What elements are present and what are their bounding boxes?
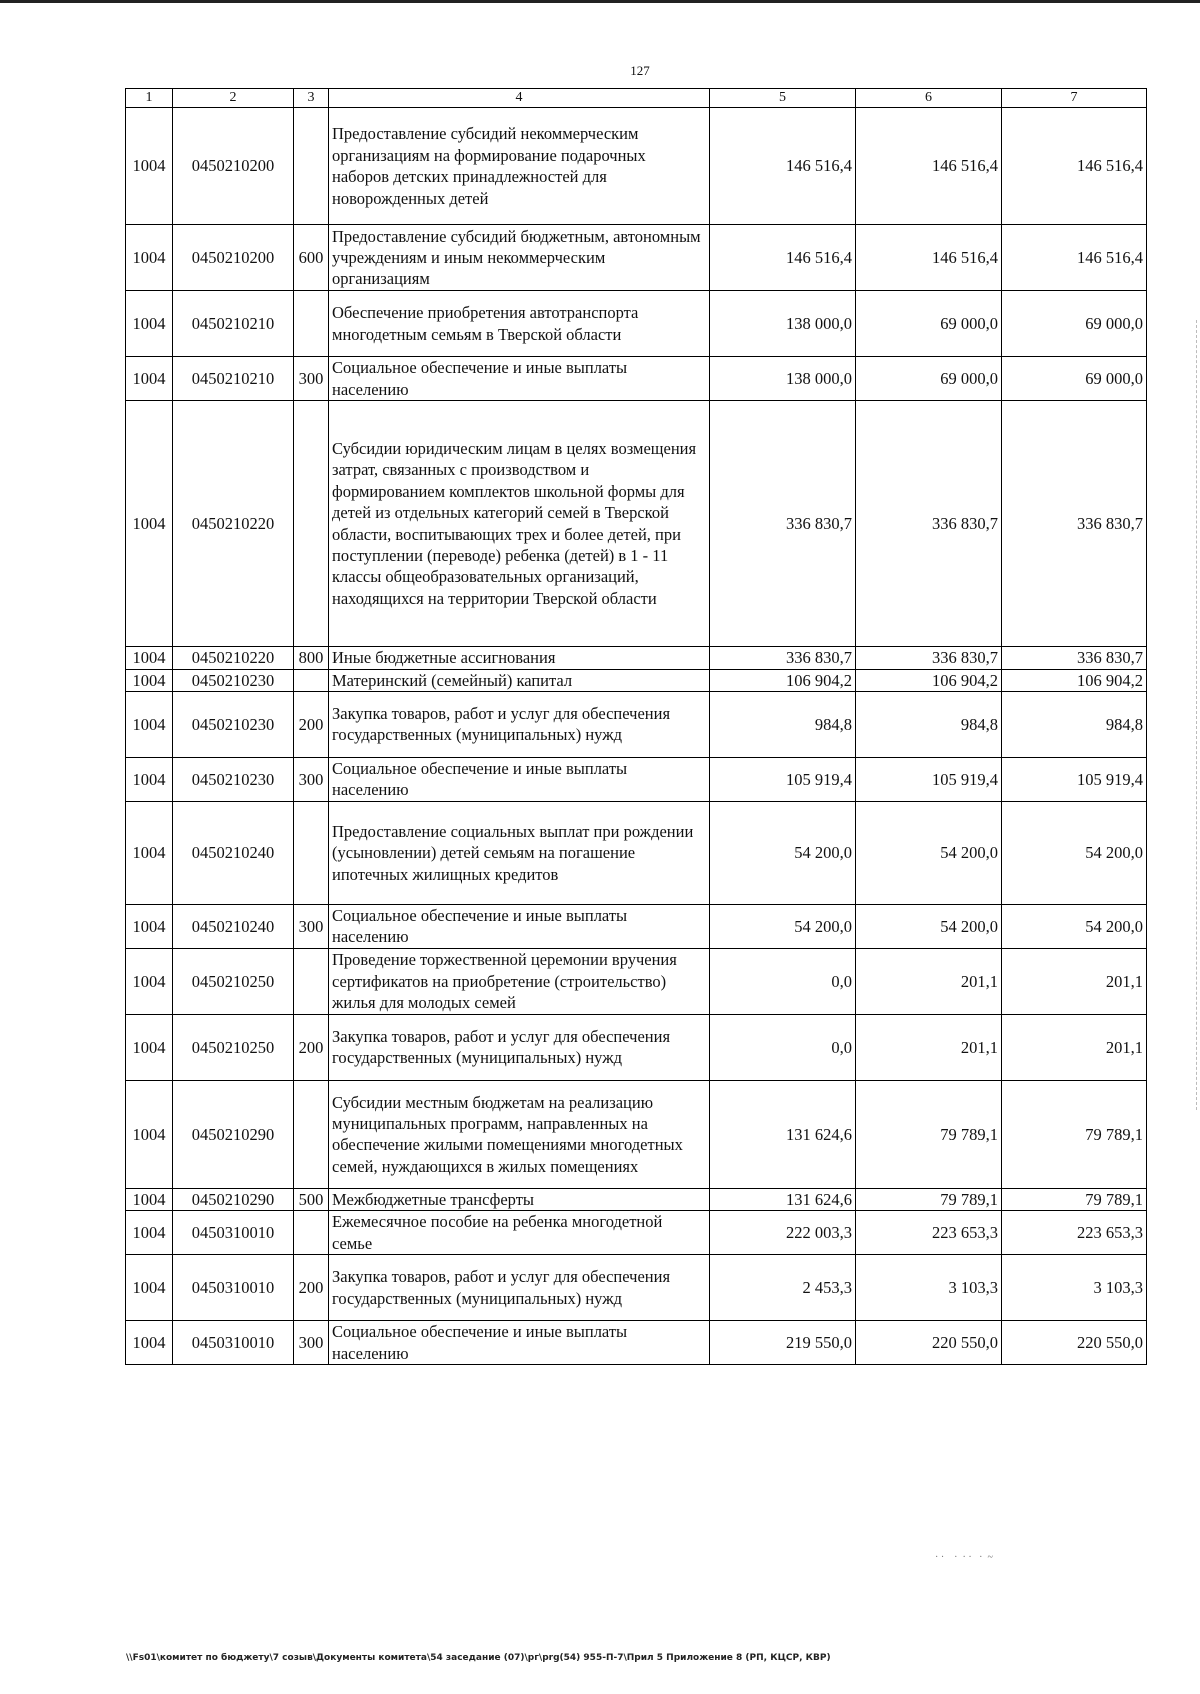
expense-type-cell	[294, 401, 329, 647]
amount-col7-cell: 223 653,3	[1002, 1211, 1147, 1255]
expense-type-cell	[294, 291, 329, 357]
table-row	[126, 1188, 1147, 1210]
amount-col5-cell: 146 516,4	[710, 108, 856, 225]
target-code-cell: 0450210200	[173, 225, 294, 291]
target-code-cell: 0450310010	[173, 1255, 294, 1321]
scan-edge-marks	[1196, 320, 1199, 1110]
expense-type-cell: 300	[294, 904, 329, 948]
amount-col5-cell: 146 516,4	[710, 225, 856, 291]
amount-col5-cell: 54 200,0	[710, 904, 856, 948]
item-name-cell: Ежемесячное пособие на ребенка многодетной семье	[329, 1211, 710, 1255]
amount-col5-cell: 2 453,3	[710, 1255, 856, 1321]
amount-col5-cell: 131 624,6	[710, 1188, 856, 1210]
amount-col6-cell: 79 789,1	[856, 1080, 1002, 1188]
target-code-cell: 0450210210	[173, 291, 294, 357]
amount-col5-cell: 222 003,3	[710, 1211, 856, 1255]
expense-type-cell	[294, 1211, 329, 1255]
amount-col7-cell: 79 789,1	[1002, 1188, 1147, 1210]
target-code-cell: 0450210230	[173, 691, 294, 757]
section-cell: 1004	[126, 801, 173, 904]
item-name-cell: Предоставление субсидий некоммерческим организациям на формирование подарочных наборов детских принадлежностей для новорожденных детей	[329, 108, 710, 225]
header-col-5: 5	[710, 89, 856, 108]
section-cell: 1004	[126, 647, 173, 669]
target-code-cell: 0450210220	[173, 647, 294, 669]
section-cell: 1004	[126, 291, 173, 357]
section-cell: 1004	[126, 948, 173, 1014]
budget-table	[125, 88, 1147, 1365]
table-row	[126, 357, 1147, 401]
amount-col6-cell: 220 550,0	[856, 1321, 1002, 1365]
expense-type-cell: 600	[294, 225, 329, 291]
item-name-cell: Социальное обеспечение и иные выплаты населению	[329, 1321, 710, 1365]
amount-col7-cell: 69 000,0	[1002, 291, 1147, 357]
amount-col5-cell: 0,0	[710, 1014, 856, 1080]
item-name-cell: Межбюджетные трансферты	[329, 1188, 710, 1210]
table-row	[126, 1321, 1147, 1365]
amount-col6-cell: 54 200,0	[856, 801, 1002, 904]
table-row	[126, 948, 1147, 1014]
amount-col7-cell: 79 789,1	[1002, 1080, 1147, 1188]
target-code-cell: 0450210250	[173, 948, 294, 1014]
amount-col7-cell: 54 200,0	[1002, 801, 1147, 904]
amount-col7-cell: 201,1	[1002, 1014, 1147, 1080]
target-code-cell: 0450210240	[173, 801, 294, 904]
table-row	[126, 108, 1147, 225]
table-row	[126, 1211, 1147, 1255]
item-name-cell: Предоставление социальных выплат при рождении (усыновлении) детей семьям на погашение ипотечных жилищных кредитов	[329, 801, 710, 904]
amount-col5-cell: 138 000,0	[710, 357, 856, 401]
page-number: 127	[630, 63, 650, 78]
section-cell: 1004	[126, 1188, 173, 1210]
section-cell: 1004	[126, 401, 173, 647]
expense-type-cell: 800	[294, 647, 329, 669]
target-code-cell: 0450210240	[173, 904, 294, 948]
section-cell: 1004	[126, 225, 173, 291]
item-name-cell: Предоставление субсидий бюджетным, автономным учреждениям и иным некоммерческим организациям	[329, 225, 710, 291]
item-name-cell: Обеспечение приобретения автотранспорта многодетным семьям в Тверской области	[329, 291, 710, 357]
amount-col5-cell: 54 200,0	[710, 801, 856, 904]
item-name-cell: Закупка товаров, работ и услуг для обеспечения государственных (муниципальных) нужд	[329, 1255, 710, 1321]
amount-col7-cell: 336 830,7	[1002, 401, 1147, 647]
amount-col5-cell: 0,0	[710, 948, 856, 1014]
amount-col7-cell: 106 904,2	[1002, 669, 1147, 691]
target-code-cell: 0450210220	[173, 401, 294, 647]
header-col-6: 6	[856, 89, 1002, 108]
table-row	[126, 691, 1147, 757]
expense-type-cell: 300	[294, 757, 329, 801]
expense-type-cell: 300	[294, 1321, 329, 1365]
target-code-cell: 0450210200	[173, 108, 294, 225]
target-code-cell: 0450210230	[173, 757, 294, 801]
header-row	[126, 89, 1147, 108]
amount-col7-cell: 984,8	[1002, 691, 1147, 757]
table-row	[126, 647, 1147, 669]
amount-col6-cell: 79 789,1	[856, 1188, 1002, 1210]
target-code-cell: 0450310010	[173, 1211, 294, 1255]
section-cell: 1004	[126, 904, 173, 948]
expense-type-cell: 200	[294, 1014, 329, 1080]
table-row	[126, 801, 1147, 904]
table-row	[126, 401, 1147, 647]
amount-col6-cell: 201,1	[856, 1014, 1002, 1080]
amount-col6-cell: 3 103,3	[856, 1255, 1002, 1321]
section-cell: 1004	[126, 669, 173, 691]
table-row	[126, 291, 1147, 357]
amount-col5-cell: 336 830,7	[710, 647, 856, 669]
section-cell: 1004	[126, 1080, 173, 1188]
item-name-cell: Иные бюджетные ассигнования	[329, 647, 710, 669]
expense-type-cell	[294, 1080, 329, 1188]
table-row	[126, 1014, 1147, 1080]
item-name-cell: Субсидии местным бюджетам на реализацию муниципальных программ, направленных на обеспечение жилыми помещениями многодетных семей, нуждающихся в жилых помещениях	[329, 1080, 710, 1188]
target-code-cell: 0450210290	[173, 1188, 294, 1210]
amount-col5-cell: 106 904,2	[710, 669, 856, 691]
footer-file-path: \\Fs01\комитет по бюджету\7 созыв\Документы комитета\54 заседание (07)\рг\prg(54) 955-П-7\Прил 5 Приложение 8 (РП, КЦСР, КВР)	[126, 1653, 831, 1663]
table-row	[126, 904, 1147, 948]
amount-col7-cell: 336 830,7	[1002, 647, 1147, 669]
amount-col7-cell: 54 200,0	[1002, 904, 1147, 948]
scan-speckle: · · · · · · ~	[935, 1552, 993, 1563]
section-cell: 1004	[126, 757, 173, 801]
expense-type-cell	[294, 108, 329, 225]
item-name-cell: Социальное обеспечение и иные выплаты населению	[329, 357, 710, 401]
target-code-cell: 0450210210	[173, 357, 294, 401]
amount-col6-cell: 201,1	[856, 948, 1002, 1014]
amount-col5-cell: 105 919,4	[710, 757, 856, 801]
section-cell: 1004	[126, 691, 173, 757]
amount-col7-cell: 105 919,4	[1002, 757, 1147, 801]
item-name-cell: Материнский (семейный) капитал	[329, 669, 710, 691]
amount-col6-cell: 69 000,0	[856, 357, 1002, 401]
amount-col6-cell: 984,8	[856, 691, 1002, 757]
amount-col5-cell: 131 624,6	[710, 1080, 856, 1188]
amount-col7-cell: 69 000,0	[1002, 357, 1147, 401]
expense-type-cell: 200	[294, 1255, 329, 1321]
amount-col6-cell: 336 830,7	[856, 647, 1002, 669]
header-col-2: 2	[173, 89, 294, 108]
target-code-cell: 0450210250	[173, 1014, 294, 1080]
item-name-cell: Субсидии юридическим лицам в целях возмещения затрат, связанных с производством и формированием комплектов школьной формы для детей из отдельных категорий семей в Тверской области, воспитывающих трех и более детей, при поступлении (переводе) ребенка (детей) в 1 - 11 классы общеобразовательных организаций, находящихся на территории Тверской области	[329, 401, 710, 647]
header-col-7: 7	[1002, 89, 1147, 108]
amount-col5-cell: 138 000,0	[710, 291, 856, 357]
amount-col7-cell: 146 516,4	[1002, 225, 1147, 291]
expense-type-cell: 200	[294, 691, 329, 757]
item-name-cell: Социальное обеспечение и иные выплаты населению	[329, 904, 710, 948]
amount-col5-cell: 219 550,0	[710, 1321, 856, 1365]
amount-col6-cell: 69 000,0	[856, 291, 1002, 357]
expense-type-cell: 300	[294, 357, 329, 401]
table-row	[126, 669, 1147, 691]
expense-type-cell	[294, 801, 329, 904]
expense-type-cell: 500	[294, 1188, 329, 1210]
section-cell: 1004	[126, 357, 173, 401]
target-code-cell: 0450210230	[173, 669, 294, 691]
section-cell: 1004	[126, 1321, 173, 1365]
amount-col6-cell: 223 653,3	[856, 1211, 1002, 1255]
header-col-1: 1	[126, 89, 173, 108]
item-name-cell: Социальное обеспечение и иные выплаты населению	[329, 757, 710, 801]
amount-col6-cell: 146 516,4	[856, 108, 1002, 225]
amount-col5-cell: 336 830,7	[710, 401, 856, 647]
amount-col6-cell: 54 200,0	[856, 904, 1002, 948]
amount-col7-cell: 146 516,4	[1002, 108, 1147, 225]
expense-type-cell	[294, 669, 329, 691]
amount-col6-cell: 105 919,4	[856, 757, 1002, 801]
item-name-cell: Закупка товаров, работ и услуг для обеспечения государственных (муниципальных) нужд	[329, 691, 710, 757]
target-code-cell: 0450310010	[173, 1321, 294, 1365]
table-row	[126, 757, 1147, 801]
amount-col5-cell: 984,8	[710, 691, 856, 757]
table-row	[126, 1080, 1147, 1188]
amount-col7-cell: 220 550,0	[1002, 1321, 1147, 1365]
amount-col6-cell: 146 516,4	[856, 225, 1002, 291]
item-name-cell: Проведение торжественной церемонии вручения сертификатов на приобретение (строительство) жилья для молодых семей	[329, 948, 710, 1014]
amount-col7-cell: 3 103,3	[1002, 1255, 1147, 1321]
table-row	[126, 225, 1147, 291]
amount-col6-cell: 106 904,2	[856, 669, 1002, 691]
item-name-cell: Закупка товаров, работ и услуг для обеспечения государственных (муниципальных) нужд	[329, 1014, 710, 1080]
table-row	[126, 1255, 1147, 1321]
expense-type-cell	[294, 948, 329, 1014]
section-cell: 1004	[126, 1014, 173, 1080]
header-col-4: 4	[329, 89, 710, 108]
section-cell: 1004	[126, 1211, 173, 1255]
amount-col6-cell: 336 830,7	[856, 401, 1002, 647]
top-border-line	[0, 0, 1200, 3]
header-col-3: 3	[294, 89, 329, 108]
amount-col7-cell: 201,1	[1002, 948, 1147, 1014]
section-cell: 1004	[126, 1255, 173, 1321]
target-code-cell: 0450210290	[173, 1080, 294, 1188]
section-cell: 1004	[126, 108, 173, 225]
